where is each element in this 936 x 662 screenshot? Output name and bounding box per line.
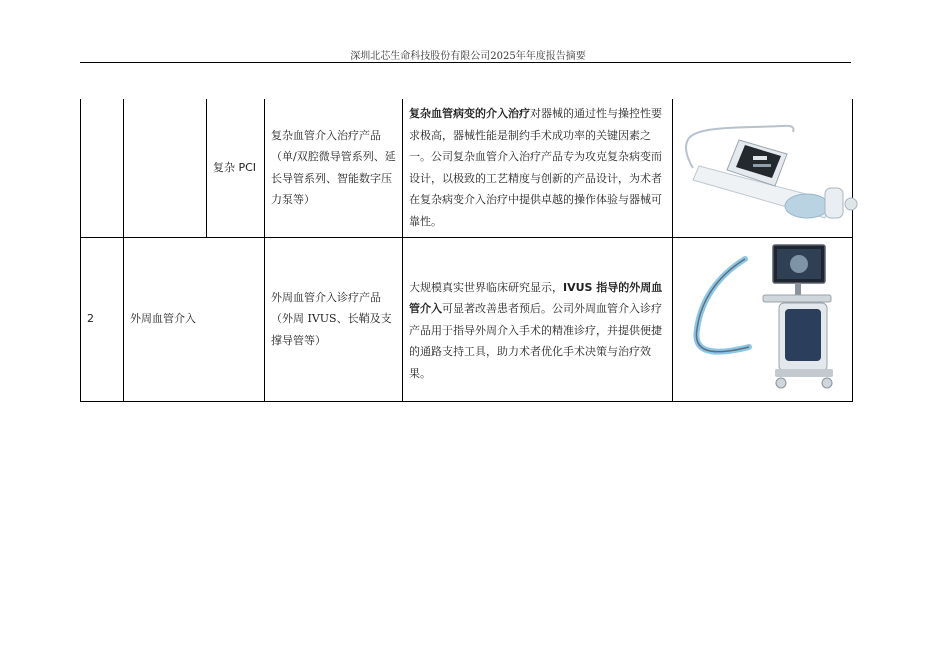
product-image-cell <box>673 237 853 401</box>
sub-field-cell <box>207 99 265 237</box>
digital-pressure-pump-image <box>679 108 859 228</box>
row-number: 2 <box>87 312 94 326</box>
description-highlight: 复杂血管病变的介入治疗 <box>409 107 530 121</box>
product-cell: 复杂血管介入治疗产品（单/双腔微导管系列、延长导管系列、智能数字压力泵等） <box>265 99 403 237</box>
ivus-imaging-system-image <box>679 239 859 399</box>
sub-field-label: 复杂 PCI <box>213 161 257 174</box>
row-number-cell <box>81 99 124 237</box>
description-highlight: IVUS 指导的外周血管介入 <box>409 280 663 316</box>
product-image-cell <box>673 99 853 237</box>
table-row <box>81 99 853 237</box>
row-number-cell <box>81 237 124 401</box>
table-row <box>81 237 853 401</box>
field-cell: 外周血管介入 <box>124 237 265 401</box>
field-cell <box>124 99 207 237</box>
description-text-lead: 大规模真实世界临床研究显示， <box>409 280 563 294</box>
header-divider <box>80 62 851 63</box>
description-cell <box>403 237 673 401</box>
page-header: 深圳北芯生命科技股份有限公司2025年年度报告摘要 <box>350 51 586 62</box>
description-cell <box>403 99 673 237</box>
description-text: 可显著改善患者预后。公司外周血管介入诊疗产品用于指导外周介入手术的精准诊疗，并提供便捷的通路支持工具，助力术者优化手术决策与治疗效果。 <box>409 302 662 380</box>
product-cell: 外周血管介入诊疗产品（外周 IVUS、长鞘及支撑导管等） <box>265 237 403 401</box>
product-table <box>80 99 853 402</box>
description-text: 对器械的通过性与操控性要求极高，器械性能是制约手术成功率的关键因素之一。公司复杂血管介入治疗产品专为攻克复杂病变而设计，以极致的工艺精度与创新的产品设计，为术者在复杂病变介入治疗中提供卓越的操作体验与器械可靠性。 <box>409 107 662 228</box>
